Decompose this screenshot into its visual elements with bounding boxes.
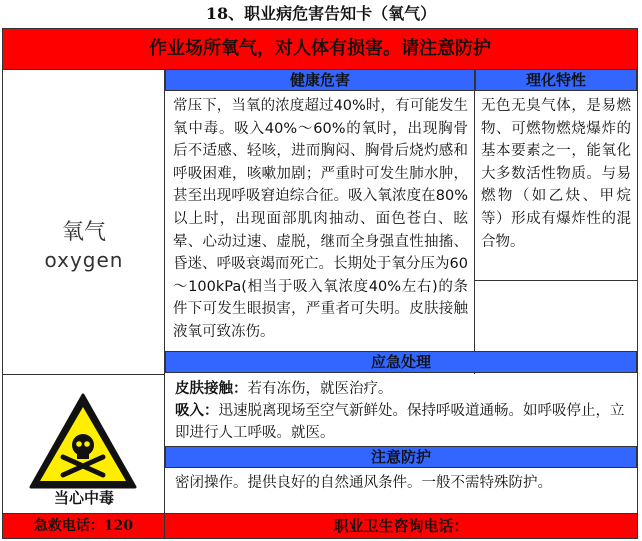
emergency-header: 应急处理: [165, 351, 637, 373]
inhalation-text: 迅速脱离现场至空气新鲜处。保持呼吸道通畅。如呼吸停止，立即进行人工呼吸。就医。: [175, 403, 625, 441]
skull-crossbones-warning-icon: [27, 391, 139, 491]
skin-contact-text: 若有冻伤，就医治疗。: [247, 381, 393, 397]
emergency-inhale: [175, 400, 629, 444]
substance-name-cn: 氧气: [61, 220, 106, 245]
health-hazard-header: 健康危害: [165, 69, 475, 91]
inhalation-label: 吸入：: [175, 403, 219, 419]
substance-name-en: oxygen: [44, 248, 124, 272]
footer-bar: [3, 513, 637, 538]
protection-header: 注意防护: [165, 446, 637, 468]
hazard-notice-card: [2, 28, 638, 539]
warning-banner: 作业场所氧气，对人体有损害。请注意防护: [3, 29, 637, 69]
warning-cell: [3, 374, 165, 513]
skin-contact-label: 皮肤接触：: [175, 381, 248, 397]
properties-header: 理化特性: [475, 69, 637, 91]
emergency-text: [165, 374, 637, 446]
properties-text: 无色无臭气体，是易燃物、可燃物燃烧爆炸的基本要素之一，能氧化大多数活性物质。与易燃物（如乙炔、甲烷等）形成有爆炸性的混合物。: [475, 91, 637, 281]
card-title: 18、职业病危害告知卡（氧气）: [205, 4, 437, 23]
substance-name-cell: [3, 69, 165, 374]
consult-phone: 职业卫生咨询电话：: [333, 517, 469, 535]
protection-text: 密闭操作。提供良好的自然通风条件。一般不需特殊防护。: [175, 475, 552, 491]
emergency-skin: [175, 378, 629, 400]
warning-label: 当心中毒: [53, 489, 114, 507]
emergency-phone: 急救电话：120: [3, 514, 165, 538]
health-hazard-text: 常压下，当氧的浓度超过40%时，有可能发生氧中毒。吸入40%～60%的氧时，出现胸骨后不适感、轻咳，进而胸闷、胸骨后烧灼感和呼吸困难，咳嗽加剧；严重时可发生肺水肿，甚至出现呼吸窘迫综合征。吸入氧浓度在80%以上时，出现面部肌肉抽动、面色苍白、眩晕、心动过速、虚脱，继而全身强直性抽搐、昏迷、呼吸衰竭而死亡。长期处于氧分压为60～100kPa(相当于吸入氧浓度40%左右)的条件下可发生眼损害，严重者可失明。皮肤接触液氧可致冻伤。: [165, 91, 475, 374]
